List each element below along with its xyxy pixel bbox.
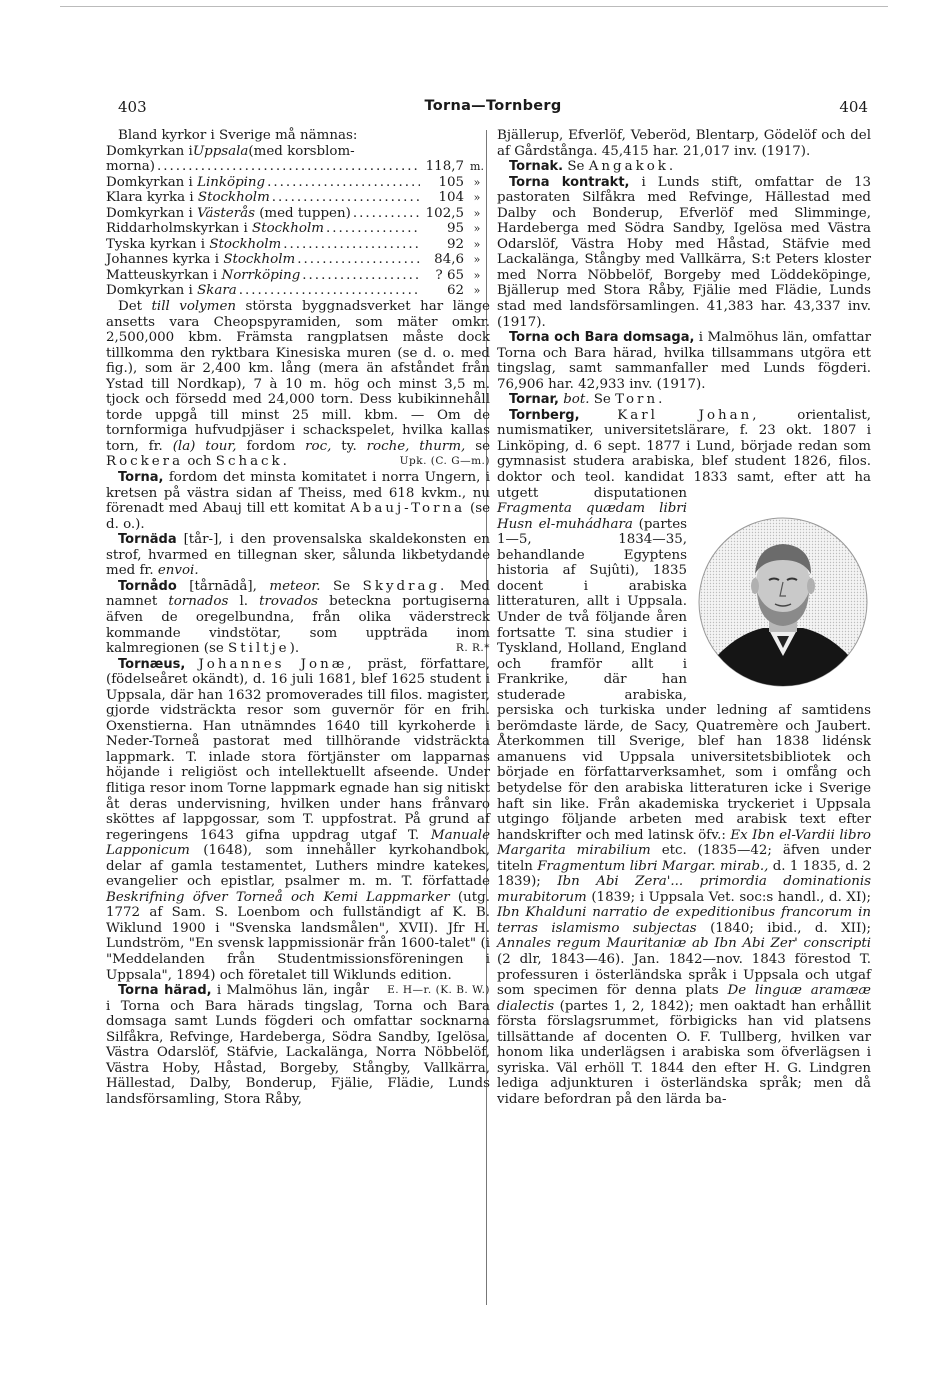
leader-dots bbox=[281, 237, 420, 253]
headword: Tornäda bbox=[118, 532, 177, 548]
church-list-item: Johannes kyrka i Stockholm ..... 84,6 » bbox=[106, 252, 490, 268]
headword: Torna kontrakt, bbox=[509, 174, 630, 190]
entry-torna-domsaga: Torna och Bara domsaga, i Malmöhus län, omfattar Torna och Bara härad, hvilka tillsammans utgöra ett tingslag, samt sammanfaller med Lunds fögderi. 76,906 har. 42,933 inv. (1917). bbox=[497, 330, 871, 392]
right-column bbox=[497, 128, 871, 1107]
signature: R. R.* bbox=[455, 642, 490, 655]
top-edge-rule bbox=[60, 6, 888, 7]
church-height: ? 65 bbox=[435, 267, 464, 283]
running-title: Torna—Tornberg bbox=[424, 98, 562, 114]
church-unit: » bbox=[473, 191, 481, 205]
left-column bbox=[106, 128, 490, 1107]
entry-tornada: Tornäda [tår-], i den provensalska skaldekonsten en strof, hvarmed en tillegnan sker, sålunda likbetydande med fr. envoi. bbox=[106, 532, 490, 579]
leader-dots bbox=[300, 268, 420, 284]
church-list-item: Domkyrkan i Skara ..... 62 » bbox=[106, 283, 490, 299]
church-list-item: Domkyrkan i Västerås (med tuppen) ..... 102,5 » bbox=[106, 206, 490, 222]
headword: Torna, bbox=[118, 470, 164, 486]
church-height-list bbox=[106, 144, 490, 299]
church-list-item: Riddarholmskyrkan i Stockholm ..... 95 » bbox=[106, 221, 490, 237]
signature: E. H—r. (K. B. W.) bbox=[387, 984, 490, 997]
church-height: 118,7 bbox=[425, 159, 464, 175]
church-list-item: Klara kyrka i Stockholm ..... 104 » bbox=[106, 190, 490, 206]
running-header bbox=[118, 98, 868, 122]
entry-torna: Torna, fordom det minsta komitatet i norra Ungern, i kretsen på västra sidan af Theiss, med 618 kvkm., nu förenadt med Abauj till ett komitat Abauj-Torna (se d. o.). bbox=[106, 470, 490, 532]
entry-torna-kontrakt: Torna kontrakt, i Lunds stift, omfattar de 13 pastoraten Silfåkra med Refvinge, Hällestad med Dalby och Bonderup, Efverlöf med Slimminge, Hardeberga med Södra Sandby, Igelösa med Västra Odarslöf, Västra Hoby med Håstad, Stäfvie med Lackalänga, Stångby med Vallkärra, S:t Peters kloster med Norra Nöbbelöf, Borgeby med Löddeköpinge, Bjällerup med Stora Råby, Fjälie med Flädie, Lunds stad med landsförsamlingen. 41,383 har. 43,337 inv. (1917). bbox=[497, 174, 871, 330]
signature: Upk. (C. G—m.) bbox=[399, 455, 490, 468]
leader-dots bbox=[351, 206, 420, 222]
page-number-left: 403 bbox=[118, 98, 147, 116]
church-list-item: morna) ..... 118,7 m. bbox=[106, 159, 490, 175]
church-list-item: Domkyrkan i Uppsala (med korsblom- bbox=[106, 143, 355, 159]
church-height: 62 bbox=[446, 283, 464, 299]
church-list-item: Tyska kyrkan i Stockholm ..... 92 » bbox=[106, 237, 490, 253]
church-unit: » bbox=[473, 268, 481, 282]
entry-torna-harad: Torna härad, i Malmöhus län, ingår i Torna och Bara härads tingslag, Torna och Bara domsaga samt Lunds fögderi och omfattar socknarna Silfåkra, Refvinge, Hardeberga, Södra Sandby, Igelösa, Västra Odarslöf, Stäfvie, Lackalänga, Norra Nöbbelöf, Västra Hoby, Håstad, Borgeby, Stångby, Vallkärra, Hällestad, Dalby, Bonderup, Fjälie, Flädie, Lunds landsförsamling, Stora Råby, bbox=[106, 983, 490, 1107]
portrait-image bbox=[697, 516, 869, 688]
headword: Torna och Bara domsaga, bbox=[509, 330, 695, 346]
entry-tornaeus: Tornæus, Johannes Jonæ, präst, författare, (födelseåret okändt), d. 16 juli 1681, blef 1625 student i Uppsala, där han 1632 promoverades till filos. magister, gjorde vidsträckta resor som guvernör för en frih. Oxenstierna. Han utnämndes 1640 till kyrkoherde i Neder-Torneå pastorat med tillhörande vidsträckta lappmark. T. inlade stora förtjänster om lapparnas höjande i religiöst och intellektuellt afseende. Under flitiga resor inom Torne lappmark egnade han sig nitiskt åt deras undervisning, hvilken under hans frånvaro sköttes af lappgossar, som T. uppfostrat. På grund af regeringens 1643 gifna uppdrag utgaf T. Manuale Lapponicum (1648), som innehåller kyrkohandbok, delar af gamla testamentet, Luthers mindre katekes, evangelier och epistlar, psalmer m. m. T. författade Beskrifning öfver Torneå och Kemi Lappmarker (utg. 1772 af Sam. S. Loenbom och fullständigt af K. B. Wiklund 1900 i "Svenska landsmålen", XVII). Jfr H. Lundström, "En svensk lappmissionär från 1600-talet" (i "Meddelanden från Studentmissionsföreningen i Uppsala", 1894) och företalet till Wiklunds edition. E. H—r. (K. B. W.) bbox=[106, 657, 490, 983]
church-height: 105 bbox=[438, 174, 464, 190]
entry-volume: Det till volymen största byggnadsverket har länge ansetts vara Cheopspyramiden, som mäter omkr. 2,500,000 kbm. Främsta rangplatsen måste dock tillkomma den ryktbara Kinesiska muren (se d. o. med fig.), som är 2,400 km. lång (mera än afståndet från Ystad till Nordkap), 7 à 10 m. hög och minst 3,5 m. tjock och försedd med 24,000 torn. Dess kubikinnehåll torde uppgå till minst 25 mill. kbm. — Om de tornformiga hufvudpjäser i schackspelet, hvilka kallas torn, fr. (la) tour, fordom roc, ty. roche, thurm, se Rockera och Schack. Upk. (C. G—m.) bbox=[106, 299, 491, 470]
church-unit: » bbox=[473, 222, 481, 236]
headword: Tornådo bbox=[118, 578, 177, 594]
leader-dots bbox=[155, 159, 420, 175]
leader-dots bbox=[265, 175, 420, 191]
leader-dots bbox=[237, 283, 420, 299]
church-list-item: Domkyrkan i Linköping ..... 105 » bbox=[106, 175, 490, 191]
church-height: 92 bbox=[446, 236, 464, 252]
church-list-item: Matteuskyrkan i Norrköping ..... ? 65 » bbox=[106, 268, 490, 284]
entry-tornberg: Tornberg, Karl Johan, orientalist, numismatiker, universitetslärare, f. 23 okt. 1807 i Linköping, d. 6 sept. 1877 i Lund, började redan som gymnasist studera arabiska, blef student 1826, filos. doktor och teol. kandidat 1833 samt, efter att ha utgett disputationen Fragmenta quædam libri Husn el-muhádhara (partes 1—5, 1834—35, behandlande Egyptens historia af Sujûti), 1835 docent i arabiska litteraturen, allt i Uppsala. Under de två följande åren fortsatte T. sina studier i Tyskland, Holland, England och framför allt i Frankrike, där han studerade arabiska, persiska och turkiska under ledning af samtidens berömdaste lärde, de Sacy, Quatremère och Jaubert. Återkommen till Sverige, blef han 1838 lidénsk amanuens vid Uppsala universitetsbibliotek och började en författarverksamhet, som i omfång och betydelse för den arabiska litteraturen icke i Sverige haft sin like. Från akademiska tryckeriet i Uppsala utgingo följande arbeten med arabisk text efter handskrifter och med latinsk öfv.: Ex Ibn el-Vardii libro Margarita mirabilium etc. (1835—42; äfven under titeln Fragmentum libri Margar. mirab., d. 1 1835, d. 2 1839); Ibn Abi Zera'... primordia dominationis murabitorum (1839; i Uppsala Vet. soc:s handl., d. XI); Ibn Khalduni narratio de expeditionibus francorum in terras islamismo subjectas (1840; ibid., d. XII); Annales regum Mauritaniæ ab Ibn Abi Zer' conscripti (2 dlr, 1843—46). Jan. 1842—nov. 1843 förestod T. professuren i österländska språk i Uppsala och utgaf som specimen för denna plats De linguæ aramææ dialectis (partes 1, 2, 1842); men oaktadt han erhållit första förslagsrummet, förbigicks han vid platsens tillsättande af docenten O. F. Tullberg, hvilken var honom lika underlägsen i arabiska som öfverlägsen i syriska. Väl erhöll T. 1844 den efter H. G. Lindgren lediga adjunkturen i österländska språk; men då vidare befordran på den lärda ba- bbox=[497, 407, 872, 1107]
headword: Tornak. bbox=[509, 159, 564, 175]
headword: Tornberg, bbox=[509, 407, 580, 423]
headword: Tornæus, bbox=[118, 656, 186, 672]
church-unit: m. bbox=[470, 160, 484, 174]
church-unit: » bbox=[473, 175, 481, 189]
church-unit: » bbox=[473, 253, 481, 267]
church-height: 102,5 bbox=[425, 205, 464, 221]
leader-dots bbox=[295, 252, 420, 268]
church-unit: » bbox=[473, 284, 481, 298]
leader-dots bbox=[270, 190, 420, 206]
church-height: 95 bbox=[446, 221, 464, 237]
entry-tornar: Tornar, bot. Se Torn. bbox=[509, 392, 666, 408]
entry-continuation: Bjällerup, Efverlöf, Veberöd, Blentarp, Gödelöf och del af Gårdstånga. 45,415 har. 21,017 inv. (1917). bbox=[497, 128, 871, 159]
churches-intro: Bland kyrkor i Sverige må nämnas: bbox=[118, 128, 358, 143]
page-number-right: 404 bbox=[839, 98, 868, 116]
leader-dots bbox=[324, 221, 420, 237]
church-unit: » bbox=[473, 206, 481, 220]
church-height: 104 bbox=[438, 190, 464, 206]
entry-tornak: Tornak. Se Angakok. bbox=[509, 159, 677, 175]
church-unit: » bbox=[473, 237, 481, 251]
headword: Torna härad, bbox=[118, 983, 212, 999]
entry-tornado: Tornådo [tårnādå], meteor. Se Skydrag. Med namnet tornados l. trovados beteckna portugiserna äfven de oregelbundna, från olika väderstreck kommande vindstötar, som uppträda inom kalmregionen (se Stiltje). R. R.* bbox=[106, 578, 490, 657]
headword: Tornar, bbox=[509, 392, 559, 408]
church-height: 84,6 bbox=[434, 252, 464, 268]
